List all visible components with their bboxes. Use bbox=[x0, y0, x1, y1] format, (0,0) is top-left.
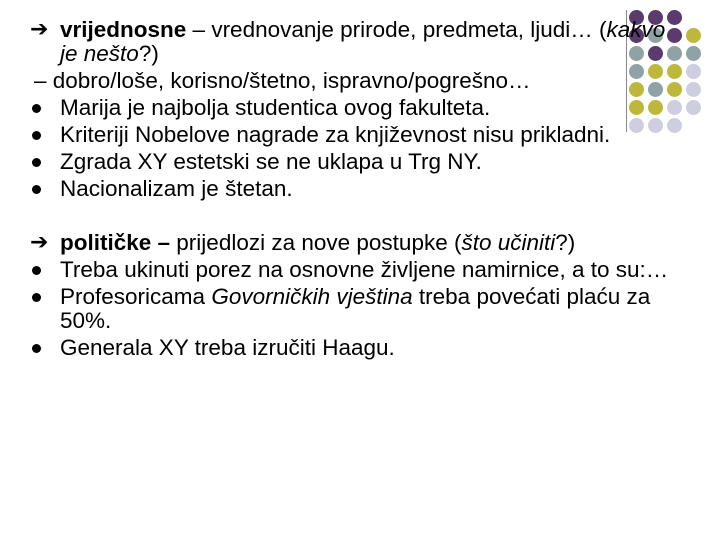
arrow-right-icon: ➔ bbox=[30, 17, 49, 42]
decor-dot bbox=[686, 28, 701, 43]
list-item: Kriteriji Nobelove nagrade za književnost nisu prikladni. bbox=[28, 123, 688, 147]
decor-dot bbox=[686, 100, 701, 115]
list-item: Generala XY treba izručiti Haagu. bbox=[28, 336, 688, 360]
bullet-icon bbox=[32, 344, 41, 353]
bullet-icon bbox=[32, 158, 41, 167]
section-political-heading: ➔ političke – prijedlozi za nove postupke (što učiniti?) bbox=[30, 230, 576, 255]
bullet-icon bbox=[32, 131, 41, 140]
list-item: Profesoricama Govorničkih vještina treba povećati plaću za 50%. bbox=[28, 285, 688, 333]
list-item: Treba ukinuti porez na osnovne življene namirnice, a to su:… bbox=[28, 258, 688, 282]
political-term: političke – bbox=[60, 230, 171, 255]
bullet-icon bbox=[32, 185, 41, 194]
list-item: Nacionalizam je štetan. bbox=[28, 177, 688, 201]
arrow-right-icon: ➔ bbox=[30, 230, 49, 255]
decor-dot bbox=[686, 46, 701, 61]
decor-dot bbox=[686, 64, 701, 79]
decor-dot bbox=[686, 82, 701, 97]
list-item: Zgrada XY estetski se ne uklapa u Trg NY. bbox=[28, 150, 688, 174]
slide-body bbox=[28, 18, 688, 360]
bullet-icon bbox=[32, 266, 41, 275]
values-term: vrijednosne bbox=[60, 17, 187, 42]
section-values-heading: ➔ vrijednosne – vrednovanje prirode, predmeta, ljudi… (kakvo je nešto?) bbox=[30, 17, 666, 66]
values-dash-line: – dobro/loše, korisno/štetno, ispravno/pogrešno… bbox=[34, 68, 531, 93]
list-item: Marija je najbolja studentica ovog fakulteta. bbox=[28, 96, 688, 120]
bullet-icon bbox=[32, 104, 41, 113]
bullet-icon bbox=[32, 293, 41, 302]
